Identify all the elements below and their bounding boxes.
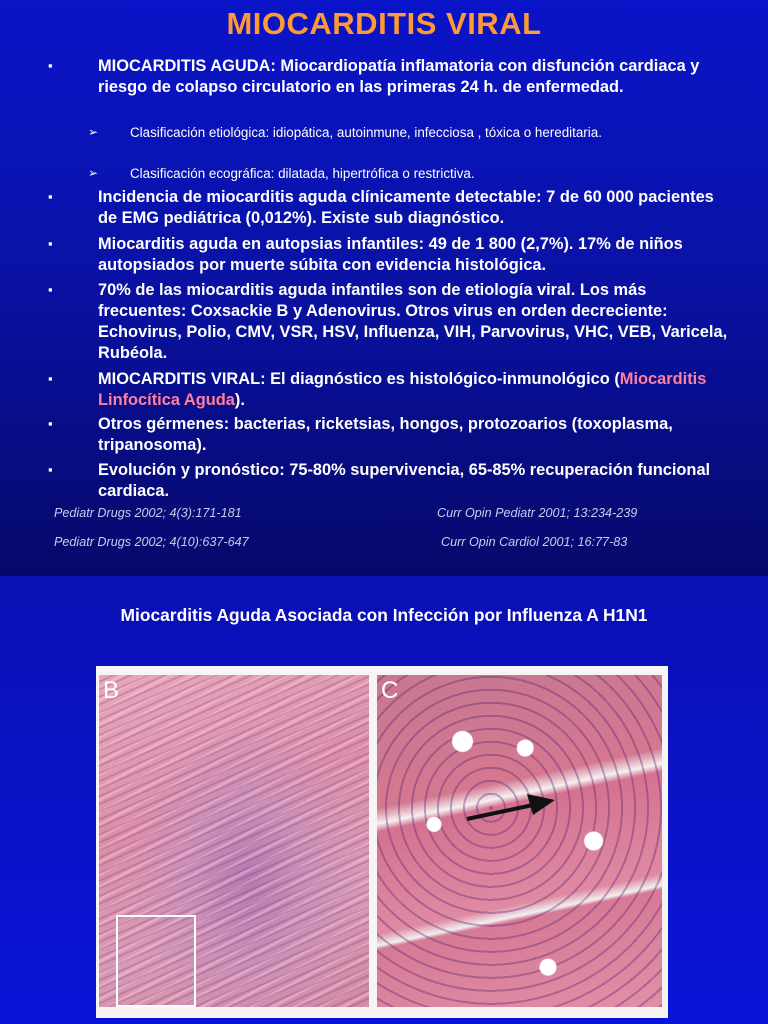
sub-list-item: Clasificación ecográfica: dilatada, hipertrófica o restrictiva. xyxy=(130,166,475,181)
reference: Pediatr Drugs 2002; 4(10):637-647 xyxy=(54,535,249,549)
sub-list-item: Clasificación etiológica: idiopática, autoinmune, infecciosa , tóxica o hereditaria. xyxy=(130,125,602,140)
viral-diagnosis-text: MIOCARDITIS VIRAL: El diagnóstico es histológico-inmunológico xyxy=(98,370,610,388)
open-paren: ( xyxy=(614,370,620,388)
bullet-icon: ▪ xyxy=(48,58,53,73)
close-paren: ). xyxy=(234,391,245,409)
reference: Curr Opin Cardiol 2001; 16:77-83 xyxy=(441,535,628,549)
panel-label: C xyxy=(381,677,399,704)
list-item: 70% de las miocarditis aguda infantiles son de etiología viral. Los más frecuentes: Coxsackie B y Adenovirus. Otros virus en orden decreciente: Echovirus, Polio, CMV, VSR, HSV, Influenza, VIH, Parvovirus, VHC, VEB, Varicela, Rubéola. xyxy=(98,281,728,362)
highlight-text: Miocarditis Linfocítica Aguda xyxy=(98,370,707,409)
list-item-viral xyxy=(98,369,734,411)
histology-panel-c xyxy=(377,675,662,1007)
histology-figure xyxy=(96,666,668,1018)
histology-panel-b xyxy=(99,675,369,1007)
list-item: Evolución y pronóstico: 75-80% supervivencia, 65-85% recuperación funcional cardiaca. xyxy=(98,461,711,500)
inset-box xyxy=(116,915,196,1007)
bullet-icon: ▪ xyxy=(48,236,53,251)
slide-2 xyxy=(0,576,768,1024)
bullet-icon: ▪ xyxy=(48,189,53,204)
list-item: MIOCARDITIS AGUDA: Miocardiopatía inflamatoria con disfunción cardiaca y riesgo de colapso circulatorio en las primeras 24 h. de enfermedad. xyxy=(98,57,700,96)
bullet-icon: ▪ xyxy=(48,416,53,431)
list-item: Incidencia de miocarditis aguda clínicamente detectable: 7 de 60 000 pacientes de EMG pediátrica (0,012%). Existe sub diagnóstico. xyxy=(98,188,714,227)
reference: Pediatr Drugs 2002; 4(3):171-181 xyxy=(54,506,242,520)
reference: Curr Opin Pediatr 2001; 13:234-239 xyxy=(437,506,638,520)
slide-title: Miocarditis Aguda Asociada con Infección por Influenza A H1N1 xyxy=(120,605,648,625)
bullet-icon: ▪ xyxy=(48,371,53,386)
arrow-pointer-icon xyxy=(463,787,563,827)
arrow-bullet-icon: ➢ xyxy=(88,166,99,180)
arrow-bullet-icon: ➢ xyxy=(88,125,99,139)
list-item: Miocarditis aguda en autopsias infantiles: 49 de 1 800 (2,7%). 17% de niños autopsiados por muerte súbita con evidencia histológica. xyxy=(98,235,683,274)
slide-title: MIOCARDITIS VIRAL xyxy=(226,6,542,41)
bullet-icon: ▪ xyxy=(48,282,53,297)
bullet-icon: ▪ xyxy=(48,462,53,477)
list-item: Otros gérmenes: bacterias, ricketsias, hongos, protozoarios (toxoplasma, tripanosoma). xyxy=(98,415,673,454)
panel-label: B xyxy=(103,677,120,704)
